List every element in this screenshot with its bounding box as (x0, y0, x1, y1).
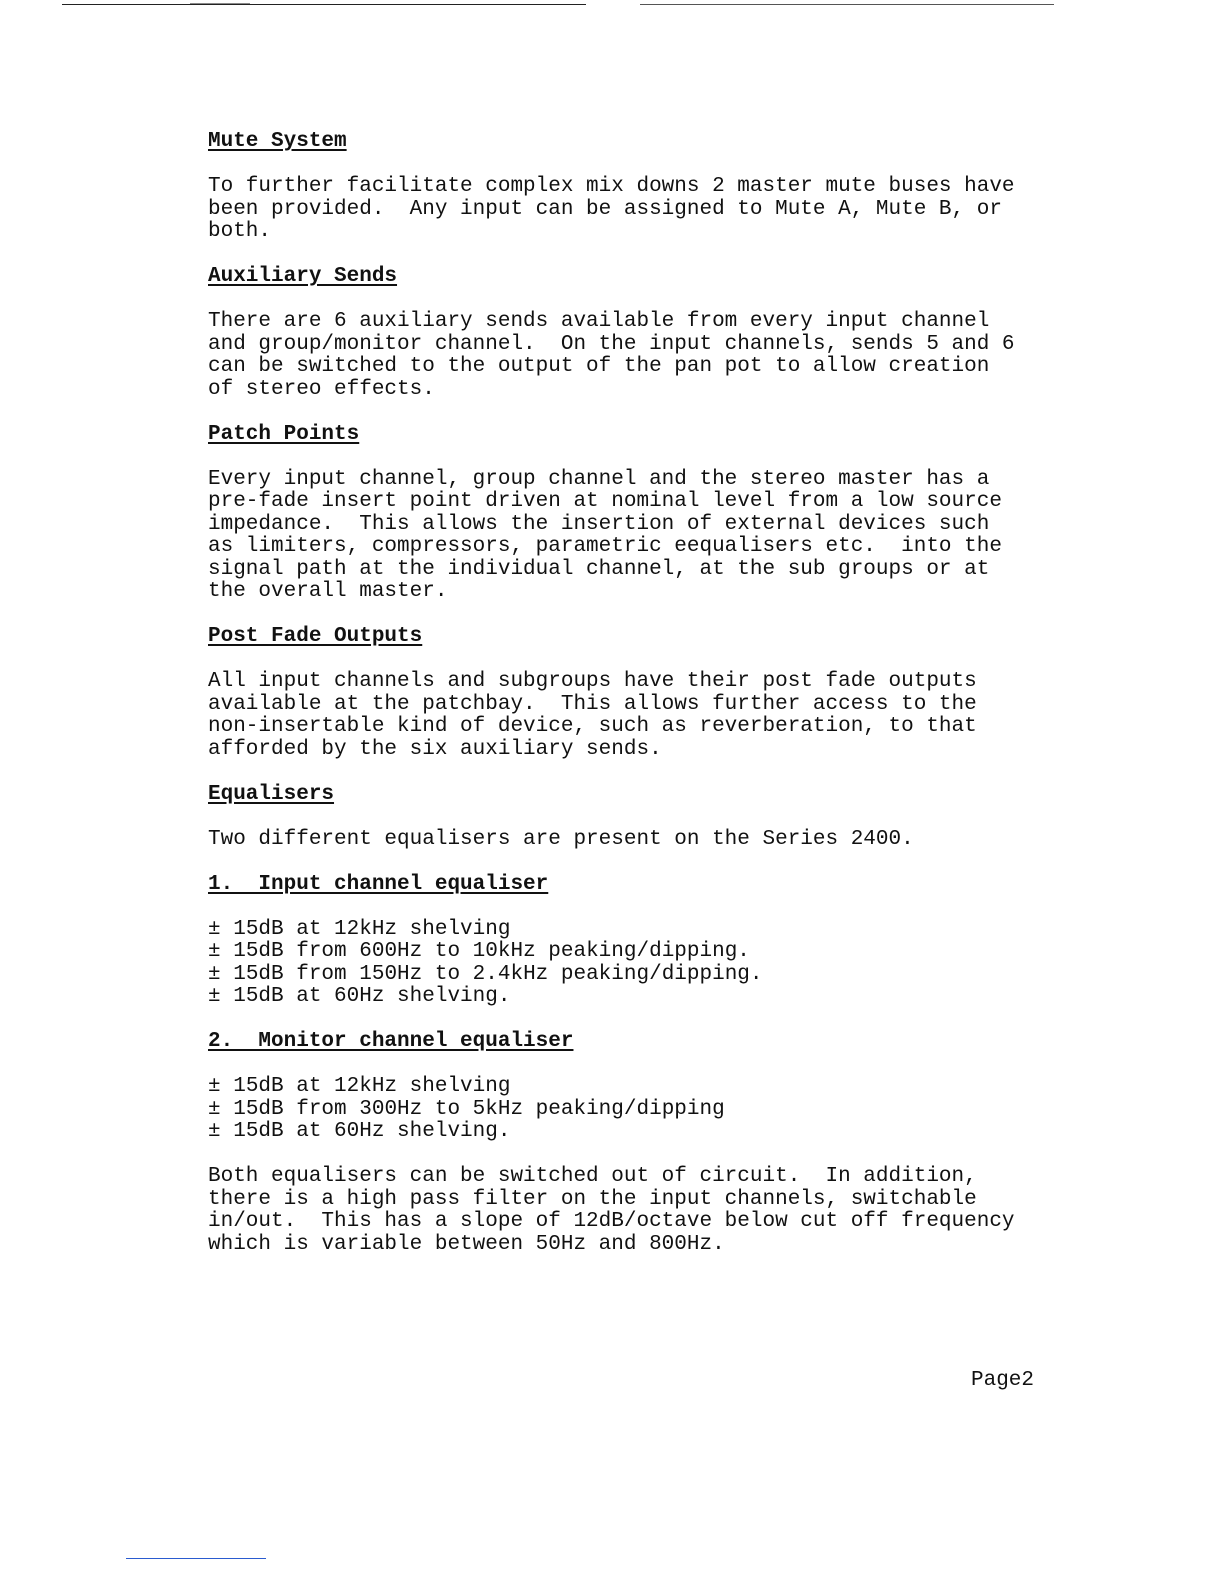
spec-text: 15dB at 12kHz shelving (233, 1075, 511, 1098)
spec-text: 15dB at 60Hz shelving. (233, 1120, 511, 1143)
section-paragraph-mute-system: To further facilitate complex mix downs 2 master mute buses have been provided. Any input can be assigned to Mute A, Mute B, or both. (208, 175, 1015, 243)
monitor-eq-spec-item (208, 1076, 1088, 1099)
input-eq-spec-item (208, 941, 1088, 964)
section-heading-mute-system: Mute System (208, 130, 347, 153)
section-paragraph-post-fade-outputs: All input channels and subgroups have their post fade outputs available at the patchbay. This allows further access to the non-insertable kind of device, such as reverberation, to that afforded by the six auxiliary sends. (208, 670, 977, 761)
monitor-eq-heading: 2. Monitor channel equaliser (208, 1030, 574, 1053)
monitor-eq-spec-item (208, 1121, 1088, 1144)
input-eq-spec-item (208, 964, 1088, 987)
monitor-eq-spec-item (208, 1099, 1088, 1122)
plus-minus-sign: ± (208, 1097, 221, 1121)
section-heading-equalisers: Equalisers (208, 782, 335, 806)
plus-minus-sign: ± (208, 962, 221, 986)
plus-minus-sign: ± (208, 940, 221, 963)
top-rule-right (640, 4, 1054, 5)
input-eq-spec-item (208, 986, 1088, 1009)
spec-text: 15dB from 300Hz to 5kHz peaking/dipping (233, 1097, 725, 1121)
plus-minus-sign: ± (208, 1120, 221, 1143)
bottom-rule (126, 1558, 266, 1559)
plus-minus-sign: ± (208, 985, 221, 1008)
section-heading-patch-points: Patch Points (208, 422, 360, 446)
spec-text: 15dB at 12kHz shelving (233, 917, 511, 941)
section-paragraph-patch-points: Every input channel, group channel and the stereo master has a pre-fade insert point driven at nominal level from a low source impedance. This allows the insertion of external devices such as limiters, compressors, parametric eequalisers etc. into the signal path at the individual channel, at the sub groups or at the overall master. (208, 467, 1002, 603)
page-body (208, 131, 1088, 1256)
top-rule-left (62, 4, 586, 5)
section-paragraph-equalisers: Two different equalisers are present on the Series 2400. (208, 827, 914, 851)
section-heading-post-fade-outputs: Post Fade Outputs (208, 625, 423, 648)
page-number: Page2 (971, 1369, 1035, 1392)
plus-minus-sign: ± (208, 917, 221, 941)
plus-minus-sign: ± (208, 1075, 221, 1098)
section-heading-auxiliary-sends: Auxiliary Sends (208, 265, 398, 288)
spec-text: 15dB from 600Hz to 10kHz peaking/dipping. (233, 940, 750, 963)
input-eq-spec-list (208, 919, 1088, 1009)
input-eq-heading: 1. Input channel equaliser (208, 872, 549, 896)
monitor-eq-spec-list (208, 1076, 1088, 1144)
closing-paragraph: Both equalisers can be switched out of circuit. In addition, there is a high pass filter on the input channels, switchable in/out. This has a slope of 12dB/octave below cut off frequency which is variable between 50Hz and 800Hz. (208, 1165, 1015, 1256)
spec-text: 15dB from 150Hz to 2.4kHz peaking/dipping. (233, 962, 763, 986)
input-eq-spec-item (208, 919, 1088, 942)
spec-text: 15dB at 60Hz shelving. (233, 985, 511, 1008)
section-paragraph-auxiliary-sends: There are 6 auxiliary sends available from every input channel and group/monitor channel. On the input channels, sends 5 and 6 can be switched to the output of the pan pot to allow creation of stereo effects. (208, 310, 1015, 401)
top-rule-fragment (190, 3, 250, 4)
